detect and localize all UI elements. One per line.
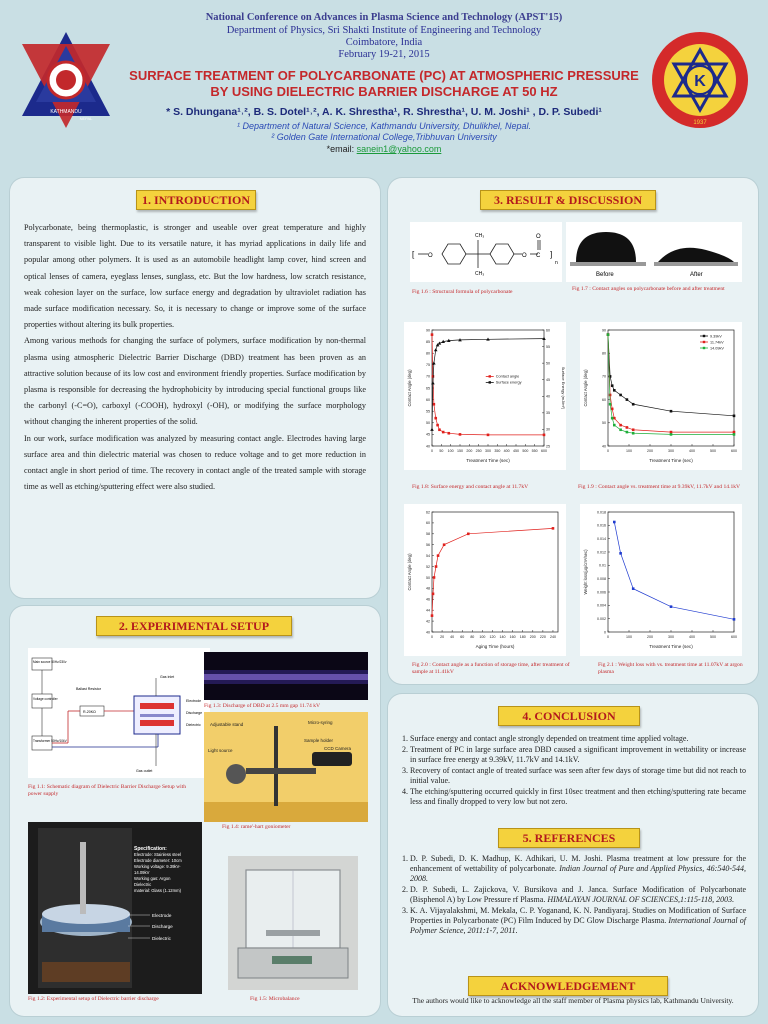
x-tick-label: 300 (485, 449, 491, 453)
x-tick-label: 240 (549, 635, 556, 639)
dbd-discharge-photo (204, 652, 368, 700)
fig12-caption: Fig 1.2: Experimental setup of Dielectric barrier discharge (28, 996, 159, 1002)
data-point (433, 576, 436, 579)
logo-letter: K (694, 73, 706, 90)
reference-text: K. A. Vijayalakshmi, M. Mekala, C. P. Yoganand, K. N. Pandiyaraj. Studies on Modification of Surface Properties in Polycarbonate (PC) Film Induced by DC Glow Discharge Plasma. (410, 906, 746, 925)
y-tick-label: 0.006 (597, 590, 606, 595)
x-tick-label: 350 (494, 449, 501, 453)
data-point (487, 434, 490, 437)
legend-marker (703, 347, 705, 349)
x-tick-label: 0 (431, 449, 433, 453)
spec-line-1: Electrode: Stainless steel (134, 852, 182, 857)
y-axis-label: Contact Angle (deg) (407, 553, 412, 591)
y-right-tick-label: 25 (546, 444, 550, 449)
dbd-setup-photo (28, 822, 202, 994)
data-point (619, 428, 622, 431)
conclusion-panel (388, 694, 758, 1016)
schematic-gas-outlet: Gas outlet (136, 769, 153, 773)
y-tick-label: 0.01 (599, 563, 606, 568)
data-point (733, 431, 736, 434)
x-tick-label: 160 (509, 635, 516, 639)
legend-marker (489, 381, 491, 383)
data-point (670, 433, 673, 436)
spec-line-3: Working voltage: 9.39kV- (134, 864, 181, 869)
data-point (626, 431, 629, 434)
dbd-schematic-figure (28, 648, 210, 778)
data-point (613, 389, 616, 392)
y-right-tick-label: 60 (546, 328, 550, 333)
y-tick-label: 55 (426, 409, 430, 414)
fig20-caption: Fig 2.0 : Contact angle as a function of storage time, after treatment of sample at 11.41kV (412, 662, 570, 675)
affiliation-2: ² Golden Gate International College,Tribhuvan University (271, 132, 497, 142)
data-point (607, 333, 610, 336)
y-tick-label: 80 (602, 351, 606, 356)
y-tick-label: 42 (426, 619, 430, 624)
y-tick-label: 0.008 (597, 576, 606, 581)
data-point (443, 543, 446, 546)
spec-line-5: Working gas: Argon (134, 876, 171, 881)
y-tick-label: 70 (602, 374, 606, 379)
reference-item (410, 906, 746, 936)
y-tick-label: 45 (426, 432, 430, 437)
legend-label: Contact angle (495, 374, 520, 379)
chart-fig20 (404, 504, 566, 656)
department: Department of Physics, Sri Shakti Institute of Engineering and Technology (226, 25, 542, 36)
data-point (435, 565, 438, 568)
y-axis-label: Contact Angle (deg) (583, 369, 588, 407)
label-sample-holder: Sample holder (304, 738, 334, 743)
x-tick-label: 0 (431, 635, 433, 639)
x-tick-label: 0 (607, 449, 609, 453)
x-tick-label: 100 (447, 449, 454, 453)
x-axis-label: Treatment Time (sec) (649, 644, 693, 649)
x-tick-label: 140 (499, 635, 506, 639)
fig11-caption: Fig 1.1: Schematic diagram of Dielectric Barrier Discharge Setup with power supply (28, 784, 187, 797)
x-tick-label: 150 (457, 449, 463, 453)
chart-fig21 (580, 504, 742, 656)
data-point (733, 618, 736, 621)
references-list (394, 854, 746, 937)
y-tick-label: 48 (426, 586, 430, 591)
intro-paragraph-3: In our work, surface modification was analyzed by measuring contact angle. Electrodes having large surface area and thin dielectric material was chosen to reduce voltage and to get more reduction in contact angle in short period of time. The recovery in contact angle of the treated sample with storage time as well as etching/sputtering effect were also studied. (24, 433, 366, 492)
schematic-voltage-controller: Voltage controller (33, 697, 58, 701)
y-tick-label: 58 (426, 532, 430, 537)
chart-fig19 (580, 322, 742, 470)
fig14-caption: Fig 1.4: rame'-hart goniometer (222, 824, 291, 830)
data-point (733, 433, 736, 436)
conclusion-item: 2. Treatment of PC in large surface area DBD caused a significant improvement in wettability or increase in surface free energy at 9.39kV, 11.7kV and 14.1kV. (410, 745, 746, 765)
data-point (436, 424, 439, 427)
y-tick-label: 85 (426, 339, 430, 344)
conclusion-item: 4. The etching/sputtering occurred quickly in first 10sec treatment and then etching/sputtering rate became less and finally dropped to very low but not zero. (410, 787, 746, 807)
email-link[interactable]: sanein1@yahoo.com (356, 144, 442, 154)
label-after: After (690, 272, 703, 278)
data-point (431, 614, 434, 617)
intro-paragraph-2: Among various methods for changing the surface of polymers, surface modification by non-thermal plasma using atmospheric Dielectric Barrier Discharge (DBD) treatment has been proven as an attractive solution because of its low cost and environment friendly properties. Surface modification by plasma is responsible for decreasing the hydrophobicity by introducing special functional groups like the carbonyl (-C=O), carboxyl (-COOH), hydroxyl (-OH), or modifying the surface morphology without changing the inherent properties of the solid. (24, 336, 366, 427)
logo-text-top: KATHMANDU (50, 109, 82, 115)
svg-text:CH₃: CH₃ (475, 233, 485, 239)
x-tick-label: 0 (607, 635, 609, 639)
data-point (431, 333, 434, 336)
microbalance-photo (228, 856, 358, 990)
intro-paragraph-1: Polycarbonate, being thermoplastic, is stronger and useable over great temperature and highly transparent to visible light. Due to its versatile nature, it has myriad applications in daily life and popular among other polymers. It is used as an automobile headlight lamp cover, hind screen and optical lenses of camera, eyeglass lenses, sunglass, etc. But the low hardness, low scratch resistance, weak cohesion layer on the surface, low surface energy and degradation by ultraviolet radiation has made surface modification necessary. So, it is necessary to change or improve some of the surface properties without altering its bulk properties. (24, 223, 366, 330)
data-point (543, 434, 546, 437)
label-before: Before (596, 272, 614, 278)
conclusion-list (394, 734, 746, 808)
y-tick-label: 60 (426, 521, 430, 526)
data-point (626, 426, 629, 429)
x-tick-label: 220 (539, 635, 546, 639)
y-tick-label: 50 (602, 421, 606, 426)
y-right-tick-label: 45 (546, 378, 550, 383)
legend-marker (489, 375, 491, 377)
spec-dielectric: Dielectric (152, 936, 171, 941)
y-tick-label: 0.018 (597, 510, 606, 515)
title-line-1: SURFACE TREATMENT OF POLYCARBONATE (PC) AT ATMOSPHERIC PRESSURE (129, 68, 639, 83)
city: Coimbatore, India (345, 37, 423, 48)
y-tick-label: 50 (426, 421, 430, 426)
x-tick-label: 100 (479, 635, 486, 639)
schematic-gas-inlet: Gas inlet (160, 675, 175, 679)
acknowledgement-text: The authors would like to acknowledge all the staff member of Plasma physics lab, Kathmandu University. (412, 996, 734, 1005)
spec-line-6: Dielectric (134, 882, 152, 887)
data-point (448, 432, 451, 435)
fig17-caption: Fig 1.7 : Contact angles on polycarbonate before and after treatment (572, 286, 725, 292)
data-point (459, 433, 462, 436)
x-tick-label: 200 (529, 635, 536, 639)
svg-text:n: n (555, 260, 558, 266)
y-tick-label: 0 (604, 630, 606, 635)
reference-item (410, 854, 746, 884)
y-right-tick-label: 40 (546, 394, 550, 399)
spec-line-7: material: Glass (1.12mm) (134, 888, 182, 893)
y-tick-label: 62 (426, 510, 430, 515)
acknowledgement-heading: ACKNOWLEDGEMENT (468, 976, 668, 996)
x-tick-label: 40 (450, 635, 455, 639)
x-tick-label: 400 (503, 449, 510, 453)
x-tick-label: 100 (626, 449, 632, 453)
results-heading: 3. RESULT & DISCUSSION (480, 190, 656, 210)
x-tick-label: 60 (460, 635, 465, 639)
fig18-caption: Fig 1.8: Surface energy and contact angle at 11.7kV (412, 484, 529, 490)
data-point (733, 415, 736, 418)
affiliations (100, 121, 668, 143)
data-point (632, 428, 635, 431)
label-ccd-camera: CCD Camera (324, 746, 352, 751)
spec-line-2: Electrode diameter: 10cm (134, 858, 182, 863)
data-point (670, 431, 673, 434)
data-point (467, 533, 470, 536)
data-point (632, 587, 635, 590)
conference-venue (130, 25, 638, 61)
fig15-caption: Fig 1.5: Microbalance (250, 996, 300, 1002)
reference-journal: HIMALAYAN JOURNAL OF SCIENCES,1:115-118, 2003. (547, 895, 735, 904)
spec-line-4: 14.09kV (134, 870, 150, 875)
y-tick-label: 54 (426, 553, 430, 558)
introduction-body (24, 220, 366, 495)
polycarbonate-structure-figure (410, 222, 562, 282)
email-label: *email: (326, 144, 357, 154)
y-tick-label: 0.012 (597, 550, 606, 555)
data-point (613, 521, 616, 524)
x-axis-label: Aging Time (hours) (475, 644, 515, 649)
data-point (434, 417, 437, 420)
schematic-discharge: Discharge (186, 711, 203, 715)
reference-journal: International Journal of Polymer Science, 2011:1-7, 2011. (410, 916, 747, 935)
schematic-transformer: Transformer 50Hz/10kV (33, 739, 67, 743)
x-tick-label: 50 (439, 449, 444, 453)
x-axis-label: Treatment Time (sec) (466, 458, 510, 463)
label-micro-syring: Micro-syring (308, 720, 333, 725)
data-point (432, 593, 435, 596)
data-point (613, 424, 616, 427)
label-light-source: Light source (208, 748, 233, 753)
title-line-2: BY USING DIELECTRIC BARRIER DISCHARGE AT 50 HZ (210, 84, 558, 99)
data-point (632, 432, 635, 435)
x-tick-label: 600 (541, 449, 547, 453)
x-tick-label: 600 (731, 635, 737, 639)
x-tick-label: 20 (440, 635, 445, 639)
contact-angle-droplets-figure (566, 222, 742, 282)
goniometer-photo (204, 712, 368, 822)
x-tick-label: 250 (475, 449, 482, 453)
y-tick-label: 60 (426, 397, 430, 402)
fig21-caption: Fig 2.1 : Weight loss with vs. treatment time at 11.07kV at argon plasma (598, 662, 743, 675)
x-tick-label: 500 (710, 635, 716, 639)
chart-fig18 (404, 322, 566, 470)
data-point (619, 424, 622, 427)
svg-text:[: [ (412, 250, 415, 259)
x-tick-label: 200 (466, 449, 473, 453)
y-tick-label: 65 (426, 386, 430, 391)
x-tick-label: 450 (513, 449, 519, 453)
data-point (611, 384, 614, 387)
y-tick-label: 50 (426, 575, 430, 580)
reference-text: D. P. Subedi, D. K. Madhup, K. Adhikari, U. M. Joshi. Plasma treatment at low pressure for the enhancement of wettability of polycarbonate. (410, 854, 746, 873)
x-tick-label: 500 (522, 449, 529, 453)
legend-marker (703, 341, 705, 343)
y-tick-label: 46 (426, 597, 430, 602)
y-tick-label: 80 (426, 351, 430, 356)
data-point (626, 398, 629, 401)
reference-item (410, 885, 746, 905)
x-tick-label: 200 (647, 635, 653, 639)
x-tick-label: 600 (731, 449, 737, 453)
svg-text:O: O (522, 253, 527, 259)
svg-text:O: O (536, 234, 541, 240)
header (0, 0, 768, 170)
y-right-tick-label: 30 (546, 427, 550, 432)
data-point (619, 394, 622, 397)
data-point (619, 552, 622, 555)
fig19-caption: Fig 1.9 : Contact angle vs. treatment time at 9.39kV, 11.7kV and 14.1kV (578, 484, 741, 490)
x-tick-label: 200 (647, 449, 653, 453)
x-tick-label: 400 (689, 635, 695, 639)
y-tick-label: 70 (426, 374, 430, 379)
fig13-caption: Fig 1.3: Discharge of DBD at 2.5 mm gap 11.74 kV (204, 703, 321, 709)
legend-label: Surface energy (495, 380, 522, 385)
conference-name: National Conference on Advances in Plasma Science and Technology (APST'15) (205, 12, 563, 23)
svg-text:CH₃: CH₃ (475, 271, 485, 277)
data-point (670, 410, 673, 413)
y-right-axis-label: Surface Energy (mJ/m²) (561, 366, 566, 410)
y-tick-label: 52 (426, 564, 430, 569)
schematic-main-source: Main source 50Hz/230v (33, 660, 67, 664)
legend-marker (703, 335, 705, 337)
data-point (670, 605, 673, 608)
x-tick-label: 180 (519, 635, 526, 639)
y-right-tick-label: 55 (546, 344, 550, 349)
y-tick-label: 0.016 (597, 523, 606, 528)
label-adjustable-stand: Adjustable stand (210, 722, 244, 727)
logo-year: 1937 (693, 120, 707, 126)
data-point (611, 417, 614, 420)
x-tick-label: 120 (489, 635, 496, 639)
data-point (552, 527, 555, 530)
conclusion-heading: 4. CONCLUSION (498, 706, 640, 726)
y-tick-label: 44 (426, 608, 430, 613)
data-point (438, 428, 441, 431)
y-tick-label: 75 (426, 363, 430, 368)
conclusion-item: 3. Recovery of contact angle of treated surface was seen after few days of storage time but did not reach to initial value. (410, 766, 746, 786)
reference-text: D. P. Subedi, L. Zajickova, V. Bursikova and J. Janca. Surface Modification of Polycarbonate (Bisphenol A) by Low Pressure rf Plasma. (410, 885, 746, 904)
conclusion-item: 1. Surface energy and contact angle strongly depended on treatment time applied voltage. (410, 734, 746, 744)
y-tick-label: 0.004 (597, 603, 606, 608)
references-heading: 5. REFERENCES (498, 828, 640, 848)
spec-heading: Specification: (134, 846, 167, 852)
x-tick-label: 300 (668, 635, 674, 639)
experimental-heading: 2. EXPERIMENTAL SETUP (96, 616, 292, 636)
fig16-caption: Fig 1.6 : Structural formula of polycarbonate (412, 289, 513, 295)
y-axis-label: Weight loss(μg/cm²/sec) (583, 549, 588, 595)
y-tick-label: 0.002 (597, 616, 606, 621)
affiliation-1: ¹ Department of Natural Science, Kathmandu University, Dhulikhel, Nepal. (237, 121, 531, 131)
data-point (632, 403, 635, 406)
schematic-dielectric: Dielectric (186, 723, 201, 727)
x-tick-label: 550 (531, 449, 538, 453)
x-tick-label: 400 (689, 449, 695, 453)
spec-discharge: Discharge (152, 924, 173, 929)
logo-text-bottom: NEPAL (79, 116, 93, 121)
results-panel (388, 178, 758, 684)
reference-journal: Indian Journal of Pure and Applied Physics, 46:540-544, 2008. (410, 864, 746, 883)
introduction-heading: 1. INTRODUCTION (136, 190, 256, 210)
y-tick-label: 90 (426, 328, 430, 333)
schematic-ballast: Ballast Resistor (76, 687, 101, 691)
data-point (442, 431, 445, 434)
svg-text:]: ] (550, 250, 553, 259)
svg-text:C: C (536, 253, 541, 259)
y-tick-label: 56 (426, 543, 430, 548)
y-right-tick-label: 35 (546, 411, 550, 416)
y-tick-label: 40 (426, 630, 430, 635)
introduction-panel (10, 178, 380, 598)
spec-electrode: Electrode (152, 913, 172, 918)
poster-title (100, 68, 668, 100)
email-line (100, 144, 668, 154)
authors: * S. Dhungana¹˒², B. S. Dotel¹˒², A. K. Shrestha¹, R. Shrestha¹, U. M. Joshi¹ , D. P. Subedi¹ (166, 106, 602, 118)
y-tick-label: 40 (426, 444, 430, 449)
x-tick-label: 80 (470, 635, 475, 639)
y-axis-label: Contact Angle (deg) (407, 369, 412, 407)
data-point (433, 403, 436, 406)
legend-label: 11.74kV (710, 340, 724, 345)
dates: February 19-21, 2015 (338, 49, 430, 60)
data-point (437, 554, 440, 557)
y-tick-label: 0.014 (597, 536, 606, 541)
experimental-panel (10, 606, 380, 1016)
x-axis-label: Treatment Time (sec) (649, 458, 693, 463)
svg-text:O: O (428, 253, 433, 259)
data-point (609, 403, 612, 406)
x-tick-label: 100 (626, 635, 632, 639)
x-tick-label: 500 (710, 449, 716, 453)
y-tick-label: 90 (602, 328, 606, 333)
y-tick-label: 40 (602, 444, 606, 449)
y-tick-label: 60 (602, 397, 606, 402)
legend-label: 14.09kV (710, 346, 724, 351)
schematic-electrode: Electrode (186, 699, 202, 703)
legend-label: 9.39kV (710, 334, 722, 339)
schematic-resistor: R-20KΩ (83, 710, 96, 714)
y-right-tick-label: 50 (546, 361, 550, 366)
x-tick-label: 300 (668, 449, 674, 453)
